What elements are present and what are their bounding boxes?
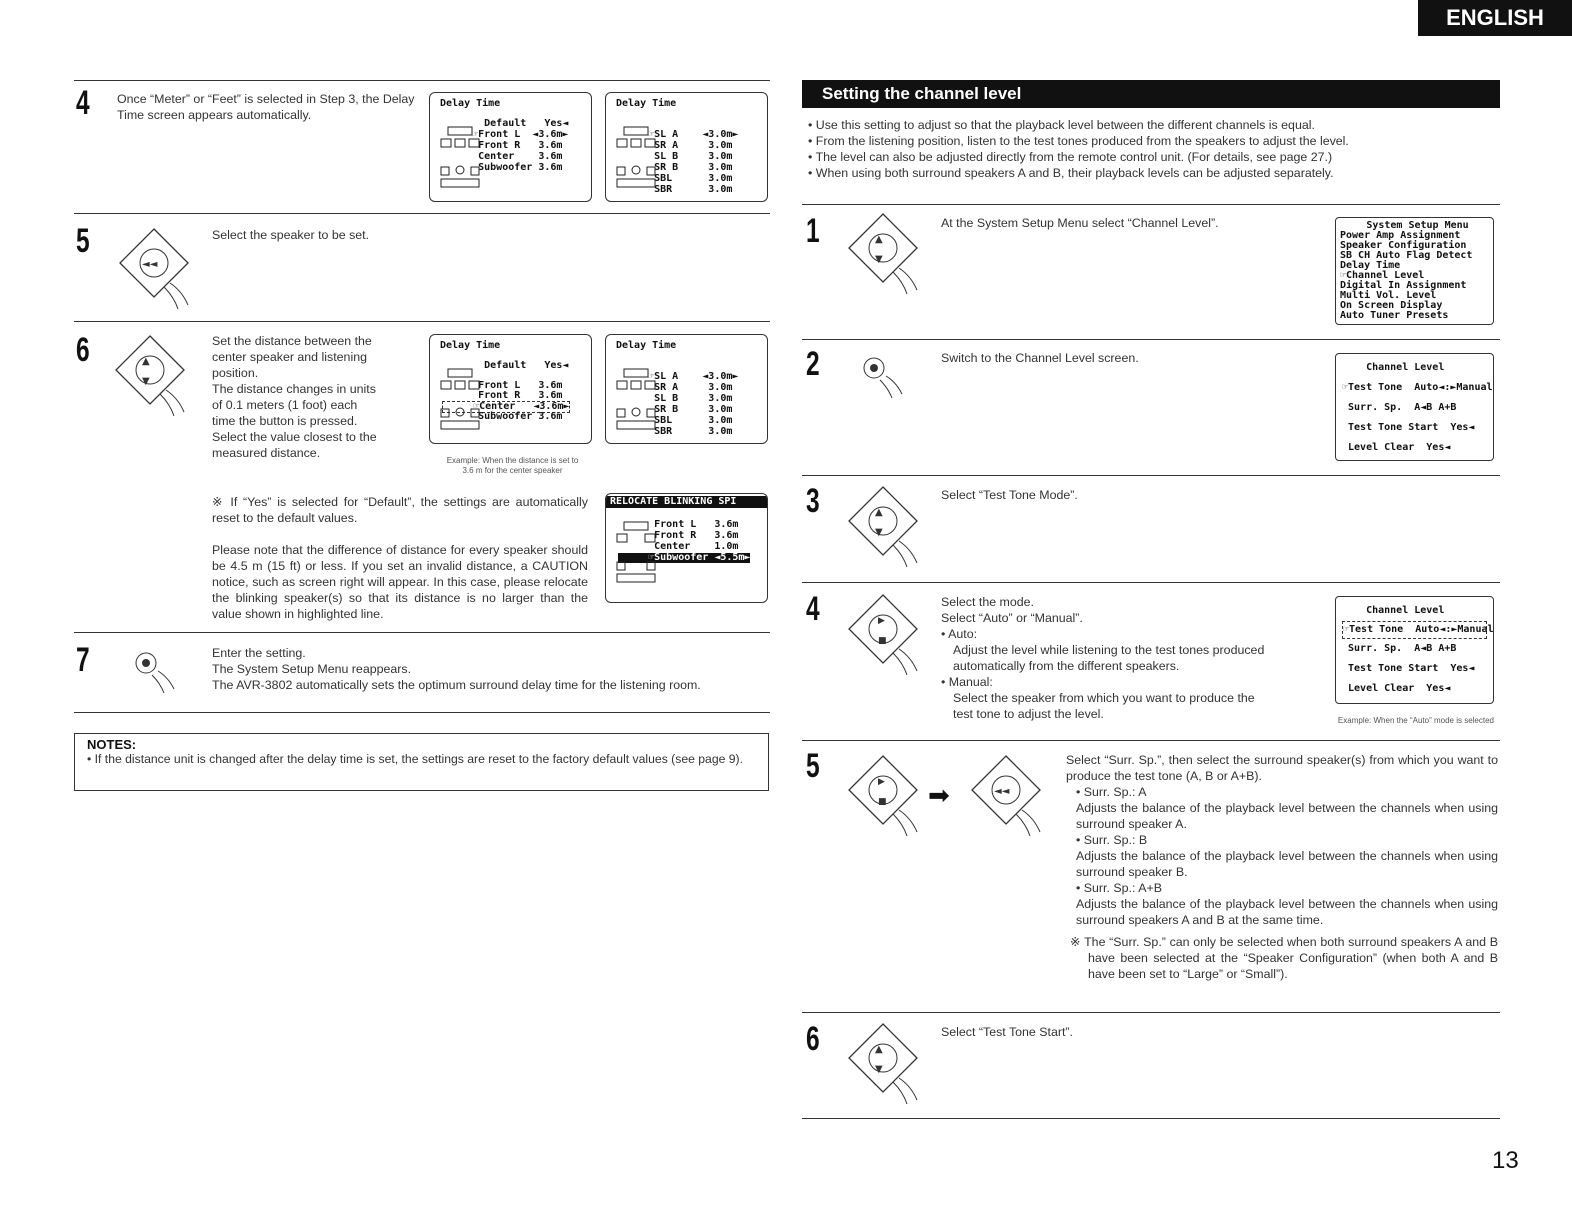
- cursor-pad-remote-icon: [845, 1022, 925, 1106]
- step-text: At the System Setup Menu select “Channel Level”.: [941, 216, 1219, 230]
- page-number: 13: [1492, 1147, 1519, 1174]
- notes-box: NOTES: • If the distance unit is changed after the delay time is set, the settings are reset to the factory default values (see page 9).: [74, 733, 769, 791]
- svg-text:▼: ▼: [142, 376, 150, 387]
- figure-caption: Example: When the distance is set to 3.6 m for the center speaker: [446, 456, 579, 475]
- step-text: Select “Test Tone Mode”.: [941, 488, 1078, 502]
- step-number: 3: [806, 482, 820, 520]
- step-number: 4: [806, 590, 820, 628]
- speaker-layout-icon: [614, 123, 664, 193]
- step-number: 5: [76, 222, 90, 260]
- step-number: 4: [76, 84, 90, 122]
- svg-text:▼: ▼: [875, 527, 883, 538]
- step-text: Set the distance between the center speaker and listening position. The distance changes in units of 0.1 meters (1 foot) each time the button is pressed. Select the value closest to the measured distance.: [212, 334, 377, 460]
- divider: [802, 339, 1500, 340]
- channel-level-auto-screen: Channel Level ☞Test Tone Auto◄:►Manual Surr. Sp. A◄B A+B Test Tone Start Yes◄ Level Clear Yes◄: [1335, 596, 1494, 704]
- svg-text:◄◄: ◄◄: [142, 259, 158, 270]
- bullet-item: • When using both surround speakers A and B, their playback levels can be adjusted separately.: [808, 166, 1334, 180]
- default-note: ※ If “Yes” is selected for “Default”, the settings are automatically reset to the default values.: [212, 495, 588, 525]
- cursor-pad-remote-icon: [845, 754, 925, 838]
- figure-caption: Example: When the “Auto” mode is selected: [1337, 716, 1494, 725]
- cursor-pad-remote-icon: [968, 754, 1048, 838]
- svg-text:■: ■: [878, 797, 887, 807]
- svg-text:▼: ▼: [875, 1064, 883, 1075]
- speaker-layout-icon: [438, 365, 488, 435]
- speaker-layout-icon: [438, 123, 488, 193]
- divider: [802, 582, 1500, 583]
- arrow-right-icon: ➡: [928, 780, 950, 810]
- divider: [74, 712, 770, 713]
- svg-text:▲: ▲: [142, 356, 150, 367]
- step-number: 1: [806, 212, 820, 250]
- bullet-item: • The level can also be adjusted directly from the remote control unit. (For details, see page 27.): [808, 150, 1333, 164]
- svg-text:▲: ▲: [875, 1044, 883, 1055]
- channel-level-screen: Channel Level ☞Test Tone Auto◄:►Manual Surr. Sp. A◄B A+B Test Tone Start Yes◄ Level Clear Yes◄: [1335, 353, 1494, 461]
- svg-text:▶: ▶: [878, 616, 885, 626]
- step-text: Select the speaker to be set.: [212, 228, 370, 242]
- caution-text: Please note that the difference of distance for every speaker should be 4.5 m (15 ft) or less. If you set an invalid distance, a CAUTION notice, such as screen right will appear. In this case, please relocate the blinking speaker(s) so that its distance is no larger than the value shown in highlighted line.: [212, 543, 588, 621]
- lcd-delay-time-surround-screen: Delay Time ☞SL A ◄3.0m► SR A 3.0m SL B 3.0m SR B 3.0m SBL 3.0m SBR 3.0m: [605, 92, 768, 202]
- cursor-pad-remote-icon: [112, 334, 192, 418]
- system-setup-menu-screen: System Setup Menu Power Amp Assignment Speaker Configuration SB CH Auto Flag Detect Delay Time ☞Channel Level Digital In Assignment Multi Vol. Level On Screen Display Auto Tuner Presets: [1335, 217, 1494, 325]
- step-number: 6: [806, 1020, 820, 1058]
- divider: [74, 213, 770, 214]
- svg-text:▶: ▶: [878, 777, 885, 787]
- step-text: Enter the setting. The System Setup Menu reappears. The AVR-3802 automatically sets the optimum surround delay time for the listening room.: [212, 646, 701, 692]
- divider: [802, 475, 1500, 476]
- lcd-delay-time-surround-screen: Delay Time ☞SL A ◄3.0m► SR A 3.0m SL B 3.0m SR B 3.0m SBL 3.0m SBR 3.0m: [605, 334, 768, 444]
- cursor-pad-remote-icon: [845, 485, 925, 569]
- lcd-delay-time-center-screen: Delay Time Default Yes◄ Front L 3.6m Front R 3.6m ☞Center ◄3.6m► Subwoofer 3.6m: [429, 334, 592, 444]
- divider: [74, 80, 770, 81]
- divider: [74, 321, 770, 322]
- step-text: Once “Meter” or “Feet” is selected in Step 3, the Delay Time screen appears automatically.: [117, 92, 415, 122]
- step-text: Select the mode. Select “Auto” or “Manual”. • Auto: Adjust the level while listening to the test tones produced automatically from the different speakers. • Manual: Select the speaker from which you want to produce the test tone to adjust the level.: [941, 595, 1265, 721]
- svg-text:▲: ▲: [875, 507, 883, 518]
- cursor-pad-remote-icon: [845, 212, 925, 296]
- enter-button-remote-icon: [858, 352, 910, 404]
- language-tab: ENGLISH: [1418, 0, 1572, 36]
- divider: [802, 740, 1500, 741]
- bullet-item: • From the listening position, listen to the test tones produced from the speakers to adjust the level.: [808, 134, 1349, 148]
- step-text: Select “Test Tone Start”.: [941, 1025, 1073, 1039]
- lcd-delay-time-screen: Delay Time Default Yes◄ ☞Front L ◄3.6m► Front R 3.6m Center 3.6m Subwoofer 3.6m: [429, 92, 592, 202]
- step-number: 5: [806, 747, 820, 785]
- divider: [802, 204, 1500, 205]
- enter-button-remote-icon: [128, 645, 180, 697]
- svg-text:◄◄: ◄◄: [994, 786, 1010, 797]
- speaker-layout-icon: [614, 365, 664, 435]
- divider: [802, 1118, 1500, 1119]
- svg-text:▼: ▼: [875, 254, 883, 265]
- step-number: 7: [76, 641, 90, 679]
- svg-text:■: ■: [878, 636, 887, 646]
- bullet-item: • Use this setting to adjust so that the playback level between the different channels is equal.: [808, 118, 1315, 132]
- step-text: Select “Surr. Sp.”, then select the surround speaker(s) from which you want to produce the test tone (A, B or A+B). • Surr. Sp.: A Adjusts the balance of the playback level between the channels when using surround speaker A. • Surr. Sp.: B Adjusts the balance of the playback level between the channels when using surround speaker B. • Surr. Sp.: A+B Adjusts the balance of the playback level between the channels when using surround speakers A and B at the same time. ※ The “Surr. Sp.” can only be selected when both surround speakers A and B have been selected at the “Speaker Configuration” (when both A and B have been set to “Large” or “Small”).: [1066, 753, 1498, 981]
- lcd-caution-screen: RELOCATE BLINKING SPI Front L 3.6m Front R 3.6m Center 1.0m ☞Subwoofer ◄5.5m►: [605, 493, 768, 603]
- svg-text:▲: ▲: [875, 234, 883, 245]
- step-number: 2: [806, 345, 820, 383]
- cursor-pad-remote-icon: [116, 227, 196, 311]
- step-number: 6: [76, 331, 90, 369]
- step-text: Switch to the Channel Level screen.: [941, 351, 1139, 365]
- section-title: Setting the channel level: [802, 80, 1500, 108]
- divider: [74, 632, 770, 633]
- speaker-layout-icon: [614, 518, 664, 588]
- divider: [802, 1012, 1500, 1013]
- cursor-pad-remote-icon: [845, 593, 925, 677]
